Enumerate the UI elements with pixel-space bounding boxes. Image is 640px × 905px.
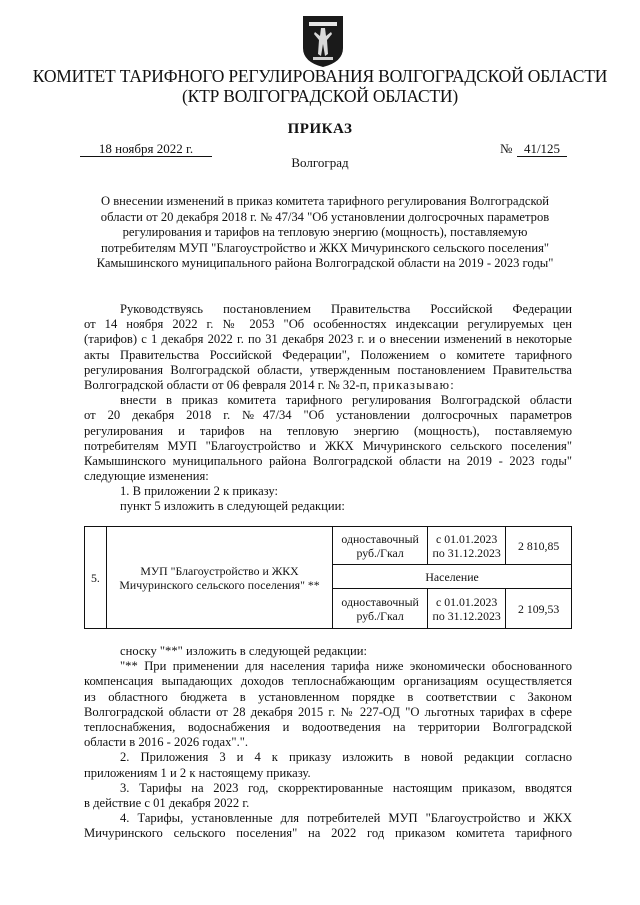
- item-1-sub: пункт 5 изложить в следующей редакции:: [120, 499, 345, 514]
- text-line: Камышинского муниципального района Волгоградской области на 2019 - 2023 годы": [84, 453, 572, 468]
- text-line: потребителям МУП "Благоустройство и ЖКХ Мичуринского сельского поселения": [84, 438, 572, 453]
- text-line: Мичуринского сельского поселения" на 2022 год приказом комитета тарифного: [84, 826, 572, 841]
- text-line: акты Правительства Российской Федерации", Положением о комитете тарифного: [84, 347, 572, 362]
- text-line: следующие изменения:: [84, 469, 209, 484]
- text-line: 3. Тарифы на 2023 год, скорректированные настоящим приказом, вводятся: [120, 780, 572, 795]
- text-line: теплоснабжения, водоснабжения и водоотведения на территории Волгоградской: [84, 719, 572, 734]
- text-line: в действие с 01 декабря 2022 г.: [84, 795, 250, 810]
- text-line: Руководствуясь постановлением Правительства Российской Федерации: [120, 302, 572, 316]
- rate-value-cell: 2 810,85: [506, 527, 572, 565]
- subject-line: потребителям МУП "Благоустройство и ЖКХ Мичуринского сельского поселения": [100, 240, 550, 255]
- text-line: приложениям 1 и 2 к настоящему приказу.: [84, 765, 311, 780]
- text-line: регулирования Волгоградской области, утвержденным постановлением Правительства: [84, 362, 572, 377]
- tariff-table: [84, 526, 572, 629]
- document-type: ПРИКАЗ: [287, 121, 353, 137]
- subject-line: Камышинского муниципального района Волгоградской области на 2019 - 2023 годы": [96, 256, 554, 270]
- text-line: (тарифов) с 1 декабря 2022 г. по 31 декабря 2023 г. и о внесении изменений в некоторые: [84, 332, 572, 347]
- after-table-text: [84, 644, 572, 841]
- text-line: Волгоградской области от 28 декабря 2015 г. № 227-ОД "О льготных тарифах в сфере: [84, 704, 572, 719]
- rate-value-cell: 2 109,53: [506, 589, 572, 629]
- volgograd-coat-of-arms-icon: [301, 14, 345, 68]
- number-sign: №: [500, 141, 513, 156]
- rate-period-cell: с 01.01.2023 по 31.12.2023: [428, 527, 506, 565]
- text-line: 4. Тарифы, установленные для потребителей МУП "Благоустройство и ЖКХ: [120, 811, 572, 826]
- preamble-last: Волгоградской области от 06 февраля 2014 г. № 32-п,: [84, 377, 370, 392]
- subject-line: области от 20 декабря 2018 г. № 47/34 "Об установлении долгосрочных параметров: [100, 209, 550, 224]
- text-line: из областного бюджета в установленном порядке в соответствии с Законом: [84, 689, 572, 704]
- document-city: Волгоград: [291, 155, 349, 170]
- rate-type-cell: одноставочный руб./Гкал: [333, 589, 428, 629]
- rate-type-cell: одноставочный руб./Гкал: [333, 527, 428, 565]
- text-line: от 14 ноября 2022 г. № 2053 "Об особенностях индексации регулируемых цен: [84, 317, 572, 332]
- text-line: "** При применении для населения тарифа ниже экономически обоснованного: [120, 659, 572, 674]
- text-line: 2. Приложения 3 и 4 к приказу изложить в новой редакции согласно: [120, 750, 572, 765]
- organization-cell: МУП "Благоустройство и ЖКХ Мичуринского сельского поселения" **: [106, 527, 332, 629]
- document-subject: [80, 194, 570, 272]
- rate-period-cell: с 01.01.2023 по 31.12.2023: [428, 589, 506, 629]
- text-line: внести в приказ комитета тарифного регулирования Волгоградской области: [120, 393, 572, 408]
- text-line: области в 2016 - 2026 годах".".: [84, 735, 249, 750]
- row-number-cell: 5.: [85, 527, 107, 629]
- document-date: 18 ноября 2022 г.: [80, 141, 212, 157]
- text-line: [84, 378, 572, 393]
- subject-line: регулирования и тарифов на тепловую энергию (мощность), поставляемую: [122, 225, 528, 239]
- organization-short-name: (КТР ВОЛГОГРАДСКОЙ ОБЛАСТИ): [182, 86, 458, 106]
- text-line: компенсация выпадающих доходов теплоснабжающим организациям осуществляется: [84, 674, 572, 689]
- organization-name: КОМИТЕТ ТАРИФНОГО РЕГУЛИРОВАНИЯ ВОЛГОГРАДСКОЙ ОБЛАСТИ: [32, 66, 608, 86]
- population-label-cell: Население: [333, 565, 572, 589]
- document-number: 41/125: [517, 141, 567, 157]
- order-word: приказываю:: [372, 377, 455, 392]
- text-line: от 20 декабря 2018 г. №47/34 "Об установлении долгосрочных параметров: [84, 408, 572, 423]
- text-line: сноску "**" изложить в следующей редакции:: [120, 644, 367, 658]
- subject-line: О внесении изменений в приказ комитета тарифного регулирования Волгоградской: [100, 194, 550, 208]
- preamble-paragraph: [84, 302, 572, 515]
- text-line: регулирования и тарифов на тепловую энергию (мощность), поставляемую: [84, 423, 572, 438]
- item-1: 1. В приложении 2 к приказу:: [120, 484, 279, 499]
